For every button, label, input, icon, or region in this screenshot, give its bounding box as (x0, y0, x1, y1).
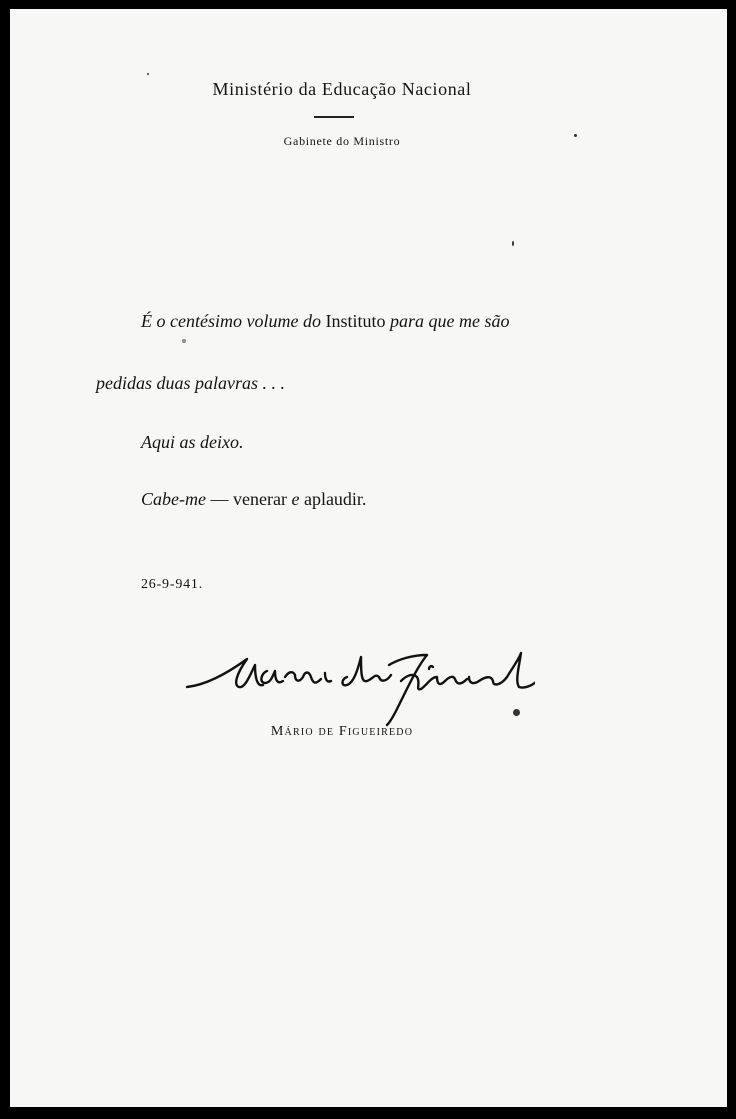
handwritten-signature (175, 637, 535, 727)
body-line-1-part-1: É o centésimo volume do (141, 311, 321, 331)
ink-speck (574, 134, 577, 137)
body-line-4-part-1: Cabe-me (141, 489, 206, 509)
body-line-4-part-2: — venerar (210, 489, 287, 509)
heading-divider (314, 116, 354, 118)
body-line-1-part-2: Instituto (325, 311, 386, 331)
body-line-3: Aqui as deixo. (141, 432, 244, 452)
document-page (10, 9, 727, 1107)
body-line-4-part-4: aplaudir. (303, 489, 367, 509)
body-line-1 (141, 311, 509, 332)
body-line-4-part-3: e (291, 489, 300, 509)
ink-speck (182, 339, 186, 343)
ink-speck (147, 73, 149, 75)
cabinet-subheading: Gabinete do Ministro (283, 134, 401, 148)
signer-name: Mário de Figueiredo (270, 724, 414, 739)
body-line-4 (141, 489, 366, 510)
document-date: 26-9-941. (141, 577, 204, 592)
ink-speck (512, 241, 514, 246)
body-line-2: pedidas duas palavras . . . (96, 373, 285, 393)
ink-speck (513, 709, 520, 716)
ministry-heading: Ministério da Educação Nacional (212, 79, 472, 99)
body-line-1-part-3: para que me são (389, 311, 510, 331)
